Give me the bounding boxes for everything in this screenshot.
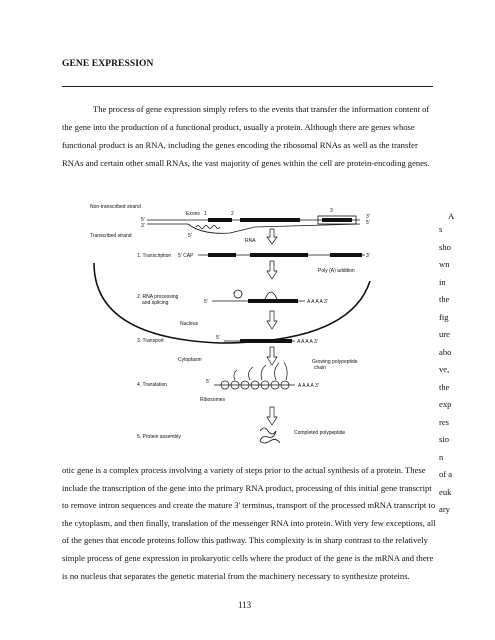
gene-expression-figure (90, 193, 435, 453)
gene-expression-diagram (90, 193, 435, 453)
wrapped-fragment: wn (439, 259, 450, 269)
transcribed-strand-label: Transcribed strand (90, 233, 132, 239)
wrapped-fragment: exp (439, 399, 452, 409)
step1-exon1 (208, 253, 236, 257)
rna-transcript-wave (196, 226, 220, 229)
right-3prime-label: 3' (366, 214, 370, 220)
step1-3prime: 3' (366, 253, 370, 259)
step3-exon-block (240, 339, 292, 343)
intro-paragraph-text: The process of gene expression simply refers to the events that transfer the information content of the gene into the production of a functional product, usually a protein. Although there are genes whose functional product is an RNA, including the genes encoding the ribosomal RNAs as well as the transfer RNAs and certain other small RNAs, the vast majority of genes within the cell are protein-encoding genes. (62, 104, 430, 169)
rna-5prime-label: 5' (188, 233, 192, 239)
poly-a-label: Poly (A) addition (318, 268, 355, 274)
ribosomes-label: Ribosomes (200, 397, 226, 403)
cap-label: 5' CAP (178, 253, 194, 259)
wrapped-fragment: n (439, 451, 444, 462)
wrapped-fragment: the (439, 294, 450, 304)
top-5prime-label: 5' (141, 217, 145, 223)
step3-5prime: 5' (216, 335, 220, 341)
arrow-1 (267, 229, 277, 244)
rna-label: RNA (245, 238, 256, 244)
heading-divider (62, 86, 433, 87)
wrapped-fragments (439, 221, 452, 519)
top-3prime-label: 3' (141, 223, 145, 229)
polypeptide-label-b: chain (314, 365, 326, 371)
step4-5prime: 5' (206, 379, 210, 385)
arrow-4 (267, 347, 277, 365)
step2-label-a: 2. RNA processing (137, 294, 179, 300)
exon1-label: 1 (204, 211, 207, 217)
polypeptide-label-a: Growing polypeptide (312, 359, 358, 365)
step1-exon3 (330, 253, 362, 257)
step4-polya: A A A A 3' (298, 383, 319, 389)
arrow-2 (267, 261, 277, 279)
nucleus-membrane (94, 263, 370, 343)
section-heading: GENE EXPRESSION (62, 59, 154, 69)
arrow-5 (267, 407, 277, 425)
step4-label: 4. Translation (137, 382, 168, 388)
step2-polya: A A A A 3' (307, 299, 328, 305)
exon1-block (208, 218, 232, 222)
step1-label: 1. Transcription (137, 253, 172, 259)
wrapped-fragment: res (439, 416, 450, 427)
completed-polypeptide-shape (260, 428, 280, 443)
step2-label-b: and splicing (142, 300, 169, 306)
wrapped-lead-letter: A (448, 211, 455, 221)
step2-intron-loop1 (234, 290, 242, 298)
cytoplasm-label: Cytoplasm (178, 357, 202, 363)
step2-exon-block (248, 299, 298, 303)
nucleus-label: Nucleus (180, 321, 199, 327)
intro-paragraph (62, 100, 436, 172)
wrapped-fragment: of a (439, 469, 453, 479)
wrapped-fragment: sho (439, 241, 451, 252)
step1-exon2 (250, 253, 308, 257)
page-number: 113 (238, 600, 252, 610)
wrapped-fragment: ary (439, 504, 450, 514)
wrapped-fragment: in (439, 276, 446, 287)
right-5prime-label: 5' (366, 220, 370, 226)
completed-polypeptide-label: Completed polypeptide (294, 430, 346, 436)
step3-polya: A A A A 3' (297, 339, 318, 345)
exon2-label: 2 (231, 211, 234, 217)
wrapped-fragment: ure (439, 329, 450, 339)
wrapped-fragment: ve, (439, 364, 450, 374)
non-transcribed-strand-label: Non-transcribed strand (90, 204, 141, 210)
exon3-label: 3 (330, 208, 333, 214)
wrapped-fragment: s (439, 224, 443, 234)
step5-label: 5. Protein assembly (137, 434, 181, 440)
wrapped-fragment: the (439, 381, 450, 392)
exons-label: Exons (186, 211, 200, 217)
body-paragraph: otic gene is a complex process involving a variety of steps prior to the actual synthesis of a protein. These include the transcription of the gene into the primary RNA product, processing of this initial gene transcript to remove intron sequences and create the mature 3' terminus, transport of the processed mRNA transcript to the cytoplasm, and then finally, translation of the messenger RNA into protein. With very few exceptions, all of the genes that encode proteins follow this pathway. This complexity is in sharp contrast to the relatively simple process of gene expression in prokaryotic cells where the product of the gene is the mRNA and there is no nucleus that separates the genetic material from the machinery necessary to synthesize proteins. (62, 465, 436, 581)
step3-label: 3. Transport (137, 338, 164, 344)
exon2-block (240, 218, 300, 222)
exon3-block (322, 218, 352, 222)
step2-intron-loop2 (265, 292, 277, 299)
wrapped-fragment: sio (439, 434, 450, 444)
arrow-3 (267, 311, 277, 329)
wrapped-fragment: fig (439, 311, 449, 322)
wrapped-fragment: abo (439, 346, 452, 357)
wrapped-fragment: euk (439, 486, 452, 497)
step2-5prime: 5' (204, 299, 208, 305)
